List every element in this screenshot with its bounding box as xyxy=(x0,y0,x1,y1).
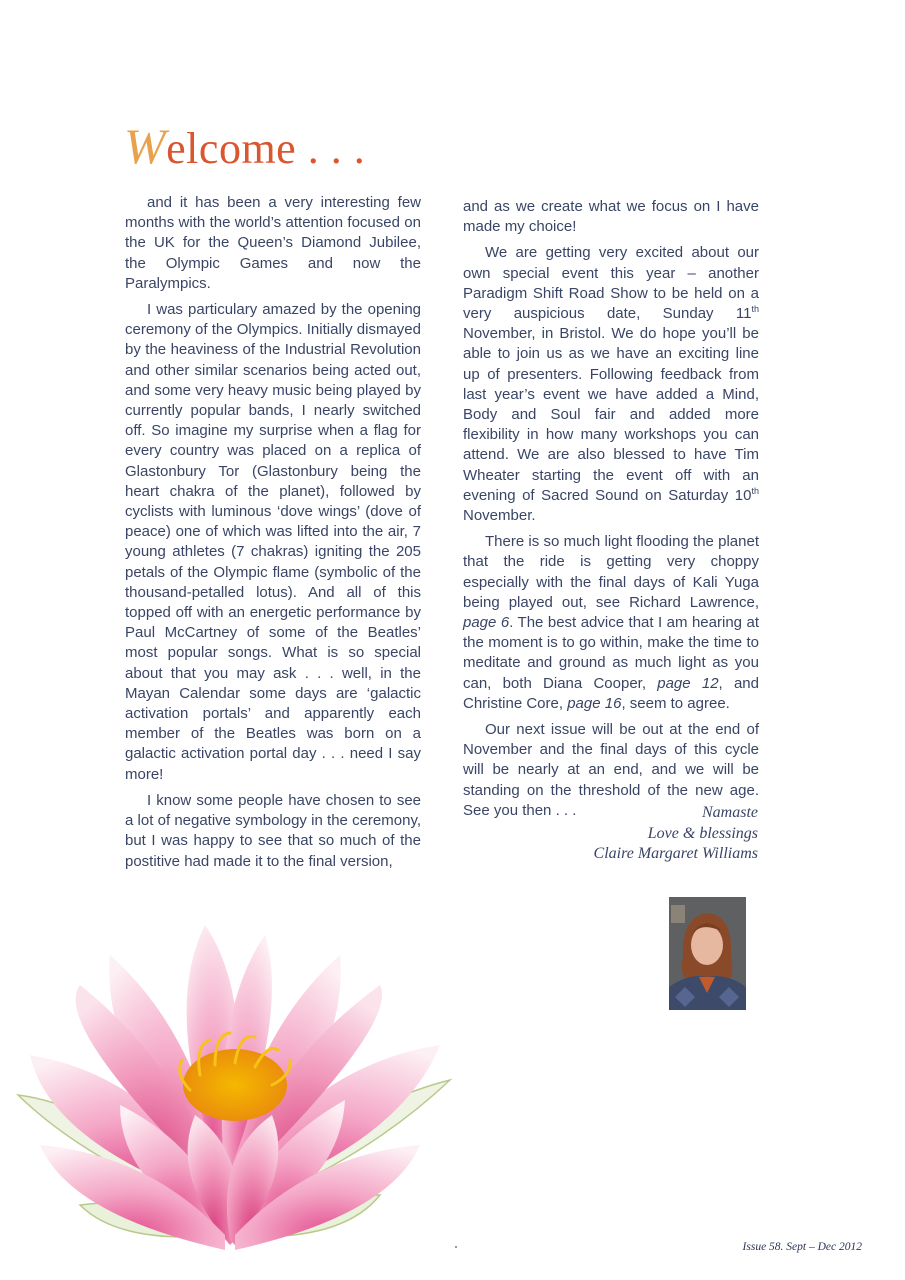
signoff-blessings: Love & blessings xyxy=(647,824,758,842)
p3-text-b: . The best advice that I am hearing at the moment is to go within, make the time to meditate and ground as much light as you can, both Diana Cooper, xyxy=(463,614,759,692)
right-paragraph-1: and as we create what we focus on I have made my choice! xyxy=(463,198,759,236)
left-column xyxy=(125,193,421,878)
right-paragraph-4: Our next issue will be out at the end of November and the final days of this cycle will be nearly at an end, and we will be standing on the threshold of the new age. See you then . . . xyxy=(463,721,759,819)
p2-text-c: November. xyxy=(463,507,536,525)
p2-text-a: We are getting very excited about our own special event this year – another Paradigm Shift Road Show to be held on a very auspicious date, Sunday 11 xyxy=(463,244,759,323)
title-rest: elcome . . . xyxy=(166,124,366,173)
signoff-author: Claire Margaret Williams xyxy=(593,845,758,862)
left-paragraph-3: I know some people have chosen to see a lot of negative symbology in the ceremony, but I was happy to see that so much of the postitive had made it to the final version, xyxy=(125,791,421,870)
p2-superscript-1: th xyxy=(751,304,759,315)
p3-text-a: There is so much light flooding the planet that the ride is getting very choppy especially with the final days of Kali Yuga being played out, see Richard Lawrence, xyxy=(463,533,759,611)
p3-text-d: , seem to agree. xyxy=(621,694,730,712)
left-paragraph-2: I was particulary amazed by the opening ceremony of the Olympics. Initially dismayed by the heaviness of the Industrial Revolution and other similar scenarios being acted out, and some very heavy music being played by currently popular bands, I nearly switched off. So imagine my surprise when a flag for every country was placed on a replica of Glastonbury Tor (Glastonbury being the heart chakra of the planet), followed by cyclists with luminous ‘dove wings’ (dove of peace) one of which was lifted into the air, 7 young athletes (7 chakras) igniting the 205 petals of the Olympic flame (symbolic of the thousand-petalled lotus). And all of this topped off with an energetic performance by Paul McCartney of some of the Beatles’ most popular songs. What is so special about that you may ask . . . well, in the Mayan Calendar some days are ‘galactic activation portals’ and apparently each member of the Beatles was born on a galactic activation portal day . . . need I say more! xyxy=(125,301,421,783)
footer-issue: Issue 58. Sept – Dec 2012 xyxy=(742,1241,862,1253)
page-ref-3: page 16 xyxy=(567,694,622,712)
author-photo xyxy=(669,897,746,1010)
right-paragraph-3 xyxy=(463,532,759,714)
p2-text-b: November, in Bristol. We do hope you’ll be able to join us as we have an exciting line up of presenters. Following feedback from last year’s event we have added a Mind, Body and Soul fair and added more flexibility in how many workshops you can attend. We are also blessed to have Tim Wheater starting the event off with an evening of Sacred Sound on Saturday 10 xyxy=(463,325,759,504)
signoff xyxy=(594,803,758,865)
title-initial: W xyxy=(124,118,167,174)
page-ref-2: page 12 xyxy=(657,674,719,692)
page-ref-1: page 6 xyxy=(463,614,510,632)
page-dot xyxy=(455,1246,457,1248)
author-portrait-icon xyxy=(669,897,746,1010)
left-paragraph-1: and it has been a very interesting few months with the world’s attention focused on the UK for the Queen’s Diamond Jubilee, the Olympic Games and now the Paralympics. xyxy=(125,194,421,292)
page-title xyxy=(124,118,365,177)
p2-superscript-2: th xyxy=(751,485,759,496)
lotus-flower-icon xyxy=(10,915,455,1265)
right-column xyxy=(463,197,759,827)
signoff-namaste: Namaste xyxy=(702,804,758,821)
p3-text-c: , and Christine Core, xyxy=(463,674,759,712)
right-paragraph-2 xyxy=(463,243,759,526)
